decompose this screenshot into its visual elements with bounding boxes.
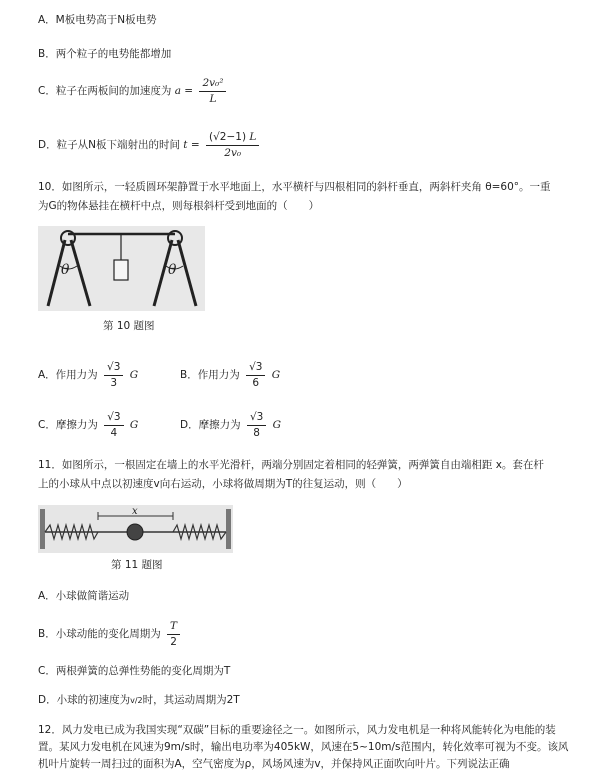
q10-option-c-numerator: √3 (104, 411, 123, 426)
q11-option-b-fraction (167, 620, 180, 649)
q10-option-d (180, 408, 281, 442)
q11-option-c: C．两根弹簧的总弹性势能的变化周期为T (38, 665, 231, 677)
q11-option-b-numerator: T (167, 620, 180, 635)
q10-option-c (38, 408, 138, 442)
q9-option-c-denominator: L (209, 92, 217, 105)
q10-option-c-denominator: 4 (110, 426, 118, 439)
q11-figure-caption: 第 11 题图 (111, 559, 163, 571)
q9-option-d-numerator (206, 131, 259, 146)
q11-option-b (38, 617, 183, 651)
q10-figure (38, 226, 205, 311)
q10-option-c-label: C．摩擦力为 (38, 419, 98, 431)
q10-option-a-denominator: 3 (110, 376, 118, 389)
q10-theta-right: θ (168, 262, 177, 278)
q10-option-d-numerator: √3 (247, 411, 266, 426)
q9-option-d: D．粒子从N板下端射出的时间 t = $\frac{(√2-1) L}{\text{2v₀}}$ (38, 130, 262, 160)
q10-option-a-numerator: √3 (104, 361, 123, 376)
q10-option-c-unit: G (129, 419, 139, 431)
q10-option-a-fraction (104, 361, 123, 390)
q11-option-d (38, 693, 240, 708)
q10-frame-drawing (38, 226, 205, 311)
q9-option-a: A．M板电势高于N板电势 (38, 14, 157, 26)
q12-stem: 12．风力发电已成为我国实现“双碳”目标的重要途径之一。如图所示，风力发电机是一种将风能转化为电能的装置。某风力发电机在风速为9m/s时，输出电功率为405kW，风速在5~10m/s范围内，转化效率可视为不变。该风机叶片旋转一周扫过的面积为A，空气密度为ρ，风场风速为v，并保持风正面吹向叶片。下列说法正确 (38, 724, 569, 770)
q11-option-d-suffix: 时，其运动周期为2T (142, 694, 240, 706)
q9-option-d-numerator-var: L (249, 130, 257, 143)
q9-option-d-denominator: 2v₀ (224, 146, 242, 159)
q9-option-d-numerator-root: (√2−1) (209, 130, 247, 143)
q11-stem-line1: 11．如图所示，一根固定在墙上的水平光滑杆，两端分别固定着相同的轻弹簧，两弹簧自由端相距 x。套在杆 (38, 459, 544, 471)
q11-spring-drawing (38, 505, 233, 553)
q10-option-b (180, 358, 280, 392)
q10-option-d-fraction (247, 411, 266, 440)
q11-option-a: A．小球做简谐运动 (38, 590, 130, 602)
q9-option-d-text: D．粒子从N板下端射出的时间 (38, 139, 180, 151)
q9-option-d-var: t (183, 139, 188, 151)
q10-stem-line1: 10．如图所示，一轻质圆环架静置于水平地面上，水平横杆与四根相同的斜杆垂直，两斜杆夹角 θ=60°。一重 (38, 181, 551, 193)
q11-option-b-text: B．小球动能的变化周期为 (38, 628, 161, 640)
q10-option-a (38, 358, 138, 392)
q11-option-d-text: D．小球的初速度为 (38, 694, 131, 706)
q10-option-d-unit: G (272, 419, 282, 431)
q11-figure (38, 505, 233, 553)
q10-option-b-numerator: √3 (246, 361, 265, 376)
q11-figure-x-label: x (132, 506, 138, 517)
q10-option-d-label: D．摩擦力为 (180, 419, 241, 431)
q10-stem-line2: 为G的物体悬挂在横杆中点，则每根斜杆受到地面的（ ） (38, 200, 320, 212)
q9-option-c-fraction (199, 77, 226, 106)
q11-option-d-fraction: v/2 (130, 696, 143, 705)
q9-option-c-var: a (174, 85, 181, 97)
q10-option-a-label: A．作用力为 (38, 369, 98, 381)
q9-option-c-numerator: 2v₀² (199, 77, 226, 92)
q10-theta-left: θ (61, 262, 70, 278)
q10-option-b-fraction (246, 361, 265, 390)
q10-option-b-unit: G (271, 369, 281, 381)
q9-option-d-fraction (206, 131, 259, 160)
q10-option-b-label: B．作用力为 (180, 369, 240, 381)
q11-option-b-denominator: 2 (170, 635, 177, 648)
q10-figure-caption: 第 10 题图 (103, 320, 155, 332)
q9-option-c-text: C．粒子在两板间的加速度为 (38, 85, 172, 97)
q10-option-b-denominator: 6 (252, 376, 260, 389)
q9-option-b: B．两个粒子的电势能都增加 (38, 48, 172, 60)
q11-stem-line2: 上的小球从中点以初速度v向右运动，小球将做周期为T的往复运动，则（ ） (38, 478, 408, 490)
q9-option-c: C．粒子在两板间的加速度为 a = $\frac{\text{2v₀²}}{L}$ (38, 76, 229, 106)
q10-option-c-fraction (104, 411, 123, 440)
q10-option-a-unit: G (129, 369, 139, 381)
q10-option-d-denominator: 8 (253, 426, 260, 439)
